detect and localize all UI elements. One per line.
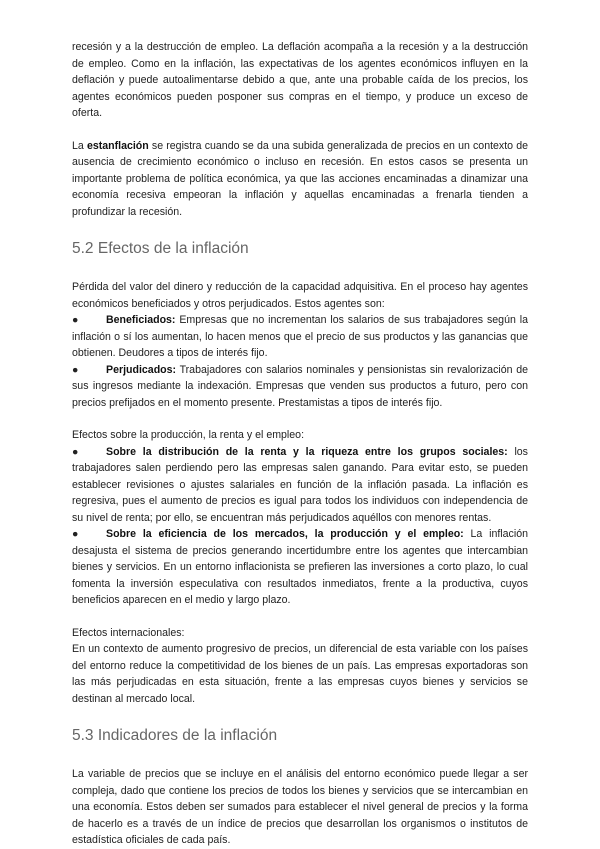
paragraph-indicators: La variable de precios que se incluye en el análisis del entorno económico puede llegar a ser compleja, dado que contiene los precios de todos los bienes y servicios que se intercambian en una economía. Estos deben ser sumados para establecer el nivel general de precios y la forma de hacerlo es a través de un índice de precios que desarrollan los organismos o institutos de estadística oficiales de cada país.: [72, 768, 528, 846]
bullet-label: Sobre la eficiencia de los mercados, la producción y el empleo:: [106, 528, 464, 540]
bullet-beneficiados: [72, 312, 528, 362]
section-heading-indicators: 5.3 Indicadores de la inflación: [72, 727, 278, 744]
bullet-dot: ●: [72, 445, 79, 458]
bullet-label: Sobre la distribución de la renta y la riqueza entre los grupos sociales:: [106, 445, 508, 458]
bullet-text: Trabajadores con salarios nominales y pensionistas sin revalorización de sus ingresos mediante la indexación. Empresas que venden sus productos a futuro, pero con precios prefijados en el momento presente. Prestamistas a tipos de interés fijo.: [72, 363, 528, 409]
paragraph-international: En un contexto de aumento progresivo de precios, un diferencial de esta variable con los países del entorno reduce la competitividad de los bienes de un país. Las empresas exportadoras son las más perjudicadas en esta situación, frente a las empresas cuyos bienes y servicios se destinan al mercado local.: [72, 643, 528, 705]
bullet-text: los trabajadores salen perdiendo pero las empresas salen ganando. Para evitar esto, se pueden establecer revisiones o ajustes salariales en función de la inflación pasada. La inflación es regresiva, pues el aumento de precios es igual para todos los individuos con independencia de su nivel de renta; por ello, se encuentran más perjudicados aquéllos con menores rentas.: [72, 445, 528, 524]
bullet-efficiency: [72, 526, 528, 609]
bullet-dot: ●: [72, 363, 79, 376]
bullet-label: Beneficiados:: [106, 314, 176, 326]
bullet-text: La inflación desajusta el sistema de precios generando incertidumbre entre los agentes que intercambian bienes y servicios. En un entorno inflacionista se prefieren las inversiones a corto plazo, lo cual fomenta la inversión especulativa con resultados inmediatos, frente a la productiva, cuyos beneficios aparecen en el medio y largo plazo.: [72, 528, 528, 606]
bullet-perjudicados: [72, 362, 528, 412]
section-heading-effects: 5.2 Efectos de la inflación: [72, 240, 249, 257]
paragraph-stagflation: [72, 138, 528, 221]
bullet-distribution: [72, 444, 528, 527]
stagflation-lead: La: [72, 139, 87, 152]
bullet-dot: ●: [72, 314, 79, 326]
paragraph-deflation: recesión y a la destrucción de empleo. La deflación acompaña a la recesión y a la destrucción de empleo. Como en la inflación, las expectativas de los agentes económicos influyen en la deflación y puede autoalimentarse debido a que, ante una probable caída de los precios, los agentes económicos pueden posponer sus compras en el tiempo, y produce un exceso de oferta.: [72, 41, 528, 119]
paragraph-effects-intro: Pérdida del valor del dinero y reducción de la capacidad adquisitiva. En el proceso hay agentes económicos beneficiados y otros perjudicados. Estos agentes son:: [72, 281, 528, 310]
international-heading: Efectos internacionales:: [72, 626, 185, 639]
production-heading: Efectos sobre la producción, la renta y el empleo:: [72, 429, 305, 441]
bullet-label: Perjudicados:: [106, 363, 177, 376]
bullet-text: Empresas que no incrementan los salarios de sus trabajadores según la inflación o sí los aumentan, lo hacen menos que el precio de sus productos y las ganancias que obtienen. Deudores a tipos de interés fijo.: [72, 314, 528, 359]
stagflation-body: se registra cuando se da una subida generalizada de precios en un contexto de ausencia de crecimiento económico o incluso en recesión. En estos casos se presenta un importante problema de política económica, ya que las acciones encaminadas a dinamizar una economía recesiva empeoran la inflación y aquellas encaminadas a frenarla tienden a profundizar la recesión.: [72, 139, 528, 218]
stagflation-term: estanflación: [86, 139, 149, 152]
bullet-dot: ●: [72, 528, 79, 540]
